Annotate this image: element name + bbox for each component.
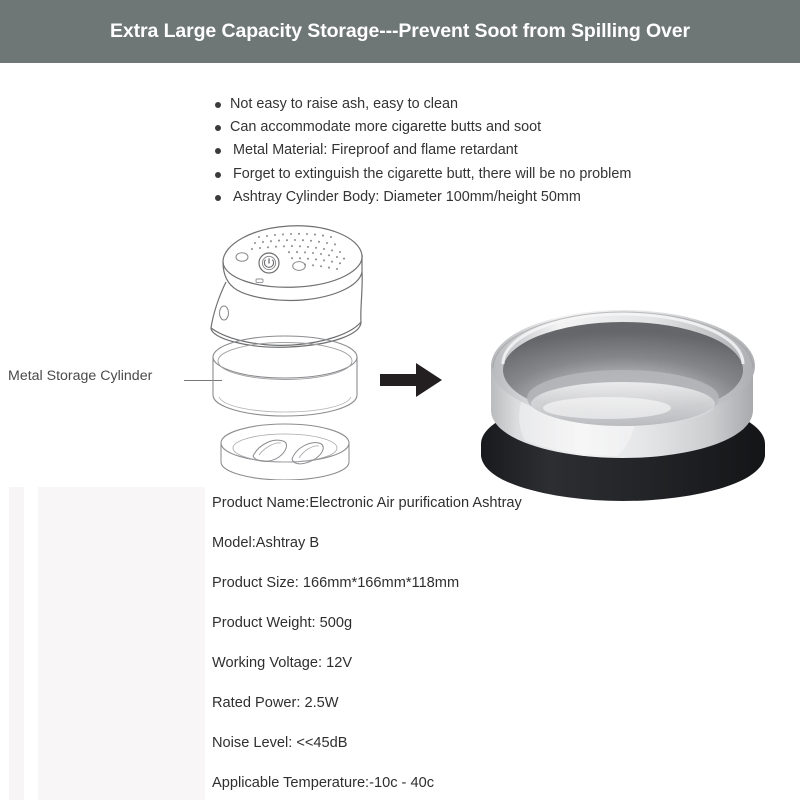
spec-row: Applicable Temperature:-10c - 40c — [212, 775, 434, 791]
specification-list — [212, 492, 632, 800]
feature-text: Forget to extinguish the cigarette butt, there will be no problem — [233, 165, 632, 182]
bullet-icon — [215, 148, 221, 154]
list-item — [211, 139, 751, 162]
bullet-icon — [215, 102, 221, 108]
list-item — [211, 186, 751, 209]
bullet-icon — [215, 125, 221, 131]
spec-row: Noise Level: <<45dB — [212, 735, 348, 751]
metal-storage-cylinder-photo — [457, 212, 787, 502]
spec-row: Product Name:Electronic Air purification Ashtray — [212, 495, 522, 511]
spec-row: Product Size: 166mm*166mm*118mm — [212, 575, 460, 591]
feature-text: Metal Material: Fireproof and flame retardant — [233, 142, 518, 159]
transforms-into-arrow — [378, 357, 444, 403]
feature-text: Ashtray Cylinder Body: Diameter 100mm/height 50mm — [233, 188, 581, 205]
list-item — [211, 163, 751, 186]
list-item — [211, 116, 751, 139]
feature-text: Can accommodate more cigarette butts and soot — [230, 119, 542, 136]
background-panel — [38, 487, 205, 800]
spec-row: Working Voltage: 12V — [212, 655, 353, 671]
list-item — [211, 93, 751, 116]
bullet-icon — [215, 195, 221, 201]
exploded-ashtray-line-art — [193, 210, 383, 480]
spec-row: Product Weight: 500g — [212, 615, 353, 631]
background-panel-strip — [9, 487, 24, 800]
bullet-icon — [215, 172, 221, 178]
feature-list — [211, 93, 751, 209]
spec-row: Model:Ashtray B — [212, 535, 320, 551]
spec-row: Rated Power: 2.5W — [212, 695, 339, 711]
page-title: Extra Large Capacity Storage---Prevent Soot from Spilling Over — [109, 20, 691, 42]
callout-label: Metal Storage Cylinder — [8, 368, 153, 384]
feature-text: Not easy to raise ash, easy to clean — [230, 96, 458, 112]
